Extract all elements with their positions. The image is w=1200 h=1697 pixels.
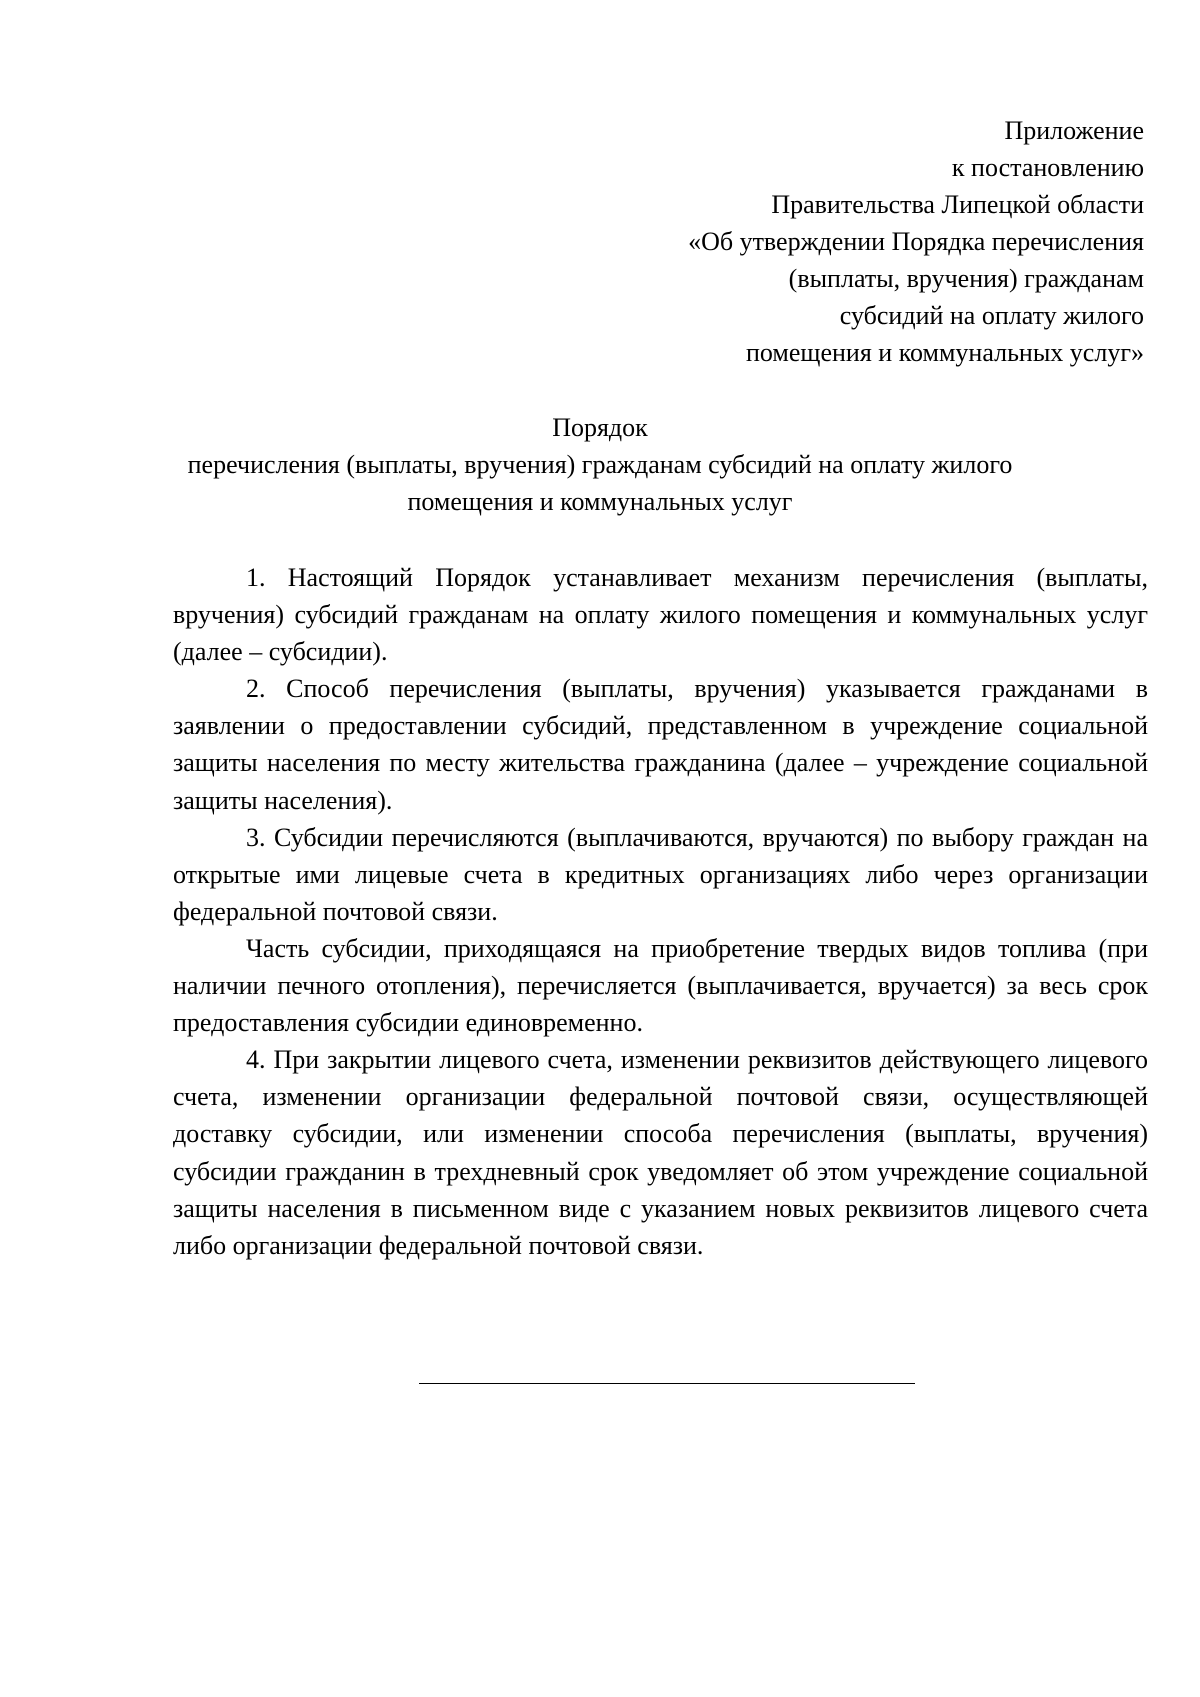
title-subtitle-line: перечисления (выплаты, вручения) гражданам субсидий на оплату жилого: [187, 450, 1013, 479]
appendix-line: субсидий на оплату жилого: [839, 301, 1144, 330]
document-title: [150, 409, 1050, 520]
title-subtitle-line: помещения и коммунальных услуг: [407, 487, 793, 516]
appendix-line: (выплаты, вручения) гражданам: [788, 264, 1144, 293]
appendix-line: Приложение: [1004, 116, 1144, 145]
document-body: [173, 559, 1148, 1264]
paragraph-1: 1. Настоящий Порядок устанавливает механизм перечисления (выплаты, вручения) субсидий гражданам на оплату жилого помещения и коммунальных услуг (далее – субсидии).: [173, 563, 1148, 667]
appendix-line: Правительства Липецкой области: [771, 190, 1144, 219]
title-heading: Порядок: [552, 413, 648, 442]
appendix-line: «Об утверждении Порядка перечисления: [688, 227, 1144, 256]
paragraph-3: 3. Субсидии перечисляются (выплачиваются, вручаются) по выбору граждан на открытые ими лицевые счета в кредитных организациях либо через организации федеральной почтовой связи.: [173, 822, 1148, 926]
closing-separator-line: [419, 1383, 915, 1384]
paragraph-3-continuation: Часть субсидии, приходящаяся на приобретение твердых видов топлива (при наличии печного отопления), перечисляется (выплачивается, вручается) за весь срок предоставления субсидии единовременно.: [173, 933, 1148, 1038]
appendix-line: к постановлению: [951, 153, 1144, 182]
appendix-line: помещения и коммунальных услуг»: [746, 338, 1144, 367]
paragraph-4: 4. При закрытии лицевого счета, изменении реквизитов действующего лицевого счета, изменении организации федеральной почтовой связи, осуществляющей доставку субсидии, или изменении способа перечисления (выплаты, вручения) субсидии гражданин в трехдневный срок уведомляет об этом учреждение социальной защиты населения в письменном виде с указанием новых реквизитов лицевого счета либо организации федеральной почтовой связи.: [173, 1045, 1148, 1260]
paragraph-2: 2. Способ перечисления (выплаты, вручения) указывается гражданами в заявлении о предоставлении субсидий, представленном в учреждение социальной защиты населения по месту жительства гражданина (далее – учреждение социальной защиты населения).: [173, 674, 1148, 815]
appendix-header: [584, 112, 1144, 371]
